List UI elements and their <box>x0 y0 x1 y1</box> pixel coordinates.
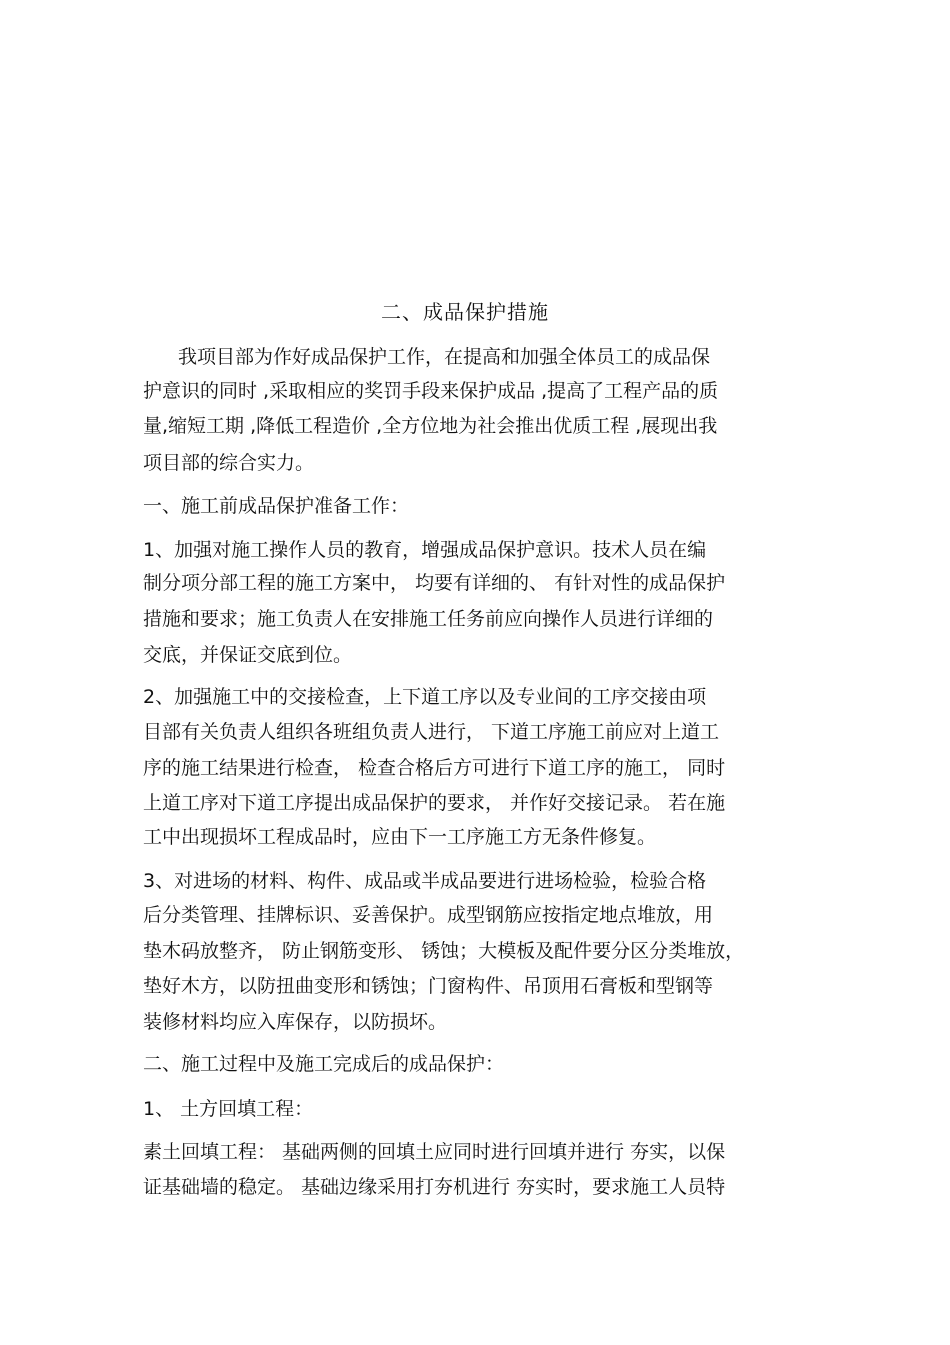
body-line: 证基础墙的稳定。 基础边缘采用打夯机进行 夯实时，要求施工人员特 <box>143 1176 726 1198</box>
body-line: 我项目部为作好成品保护工作，在提高和加强全体员工的成品保 <box>178 346 711 368</box>
body-line: 序的施工结果进行检查， 检查合格后方可进行下道工序的施工， 同时 <box>143 757 726 779</box>
body-line: 护意识的同时 ,采取相应的奖罚手段来保护成品 ,提高了工程产品的质 <box>143 380 719 402</box>
body-line: 措施和要求；施工负责人在安排施工任务前应向操作人员进行详细的 <box>143 608 714 630</box>
body-line: 素土回填工程： 基础两侧的回填土应同时进行回填并进行 夯实，以保 <box>143 1141 726 1163</box>
body-line: 2、加强施工中的交接检查，上下道工序以及专业间的工序交接由项 <box>143 686 707 708</box>
body-line: 1、加强对施工操作人员的教育，增强成品保护意识。技术人员在编 <box>143 539 707 561</box>
body-line: 工中出现损坏工程成品时，应由下一工序施工方无条件修复。 <box>143 826 657 848</box>
body-line: 量,缩短工期 ,降低工程造价 ,全方位地为社会推出优质工程 ,展现出我 <box>143 415 718 437</box>
body-line: 上道工序对下道工序提出成品保护的要求， 并作好交接记录。 若在施 <box>143 792 726 814</box>
body-line: 3、对进场的材料、构件、成品或半成品要进行进场检验，检验合格 <box>143 870 707 892</box>
body-line: 制分项分部工程的施工方案中， 均要有详细的、 有针对性的成品保护 <box>143 572 726 594</box>
body-line: 交底，并保证交底到位。 <box>143 644 353 666</box>
section-title: 二、成品保护措施 <box>381 300 549 324</box>
body-line: 项目部的综合实力。 <box>143 452 315 474</box>
body-line: 后分类管理、挂牌标识、妥善保护。成型钢筋应按指定地点堆放，用 <box>143 904 714 926</box>
body-line: 目部有关负责人组织各班组负责人进行， 下道工序施工前应对上道工 <box>143 721 720 743</box>
subsection-heading: 1、 土方回填工程： <box>143 1098 314 1120</box>
section-heading: 二、施工过程中及施工完成后的成品保护： <box>143 1053 505 1075</box>
body-line: 装修材料均应入库保存，以防损坏。 <box>143 1011 448 1033</box>
body-line: 垫好木方，以防扭曲变形和锈蚀；门窗构件、吊顶用石膏板和型钢等 <box>143 975 714 997</box>
body-line: 垫木码放整齐， 防止钢筋变形、 锈蚀；大模板及配件要分区分类堆放， <box>143 940 745 962</box>
section-heading: 一、施工前成品保护准备工作： <box>143 495 410 517</box>
